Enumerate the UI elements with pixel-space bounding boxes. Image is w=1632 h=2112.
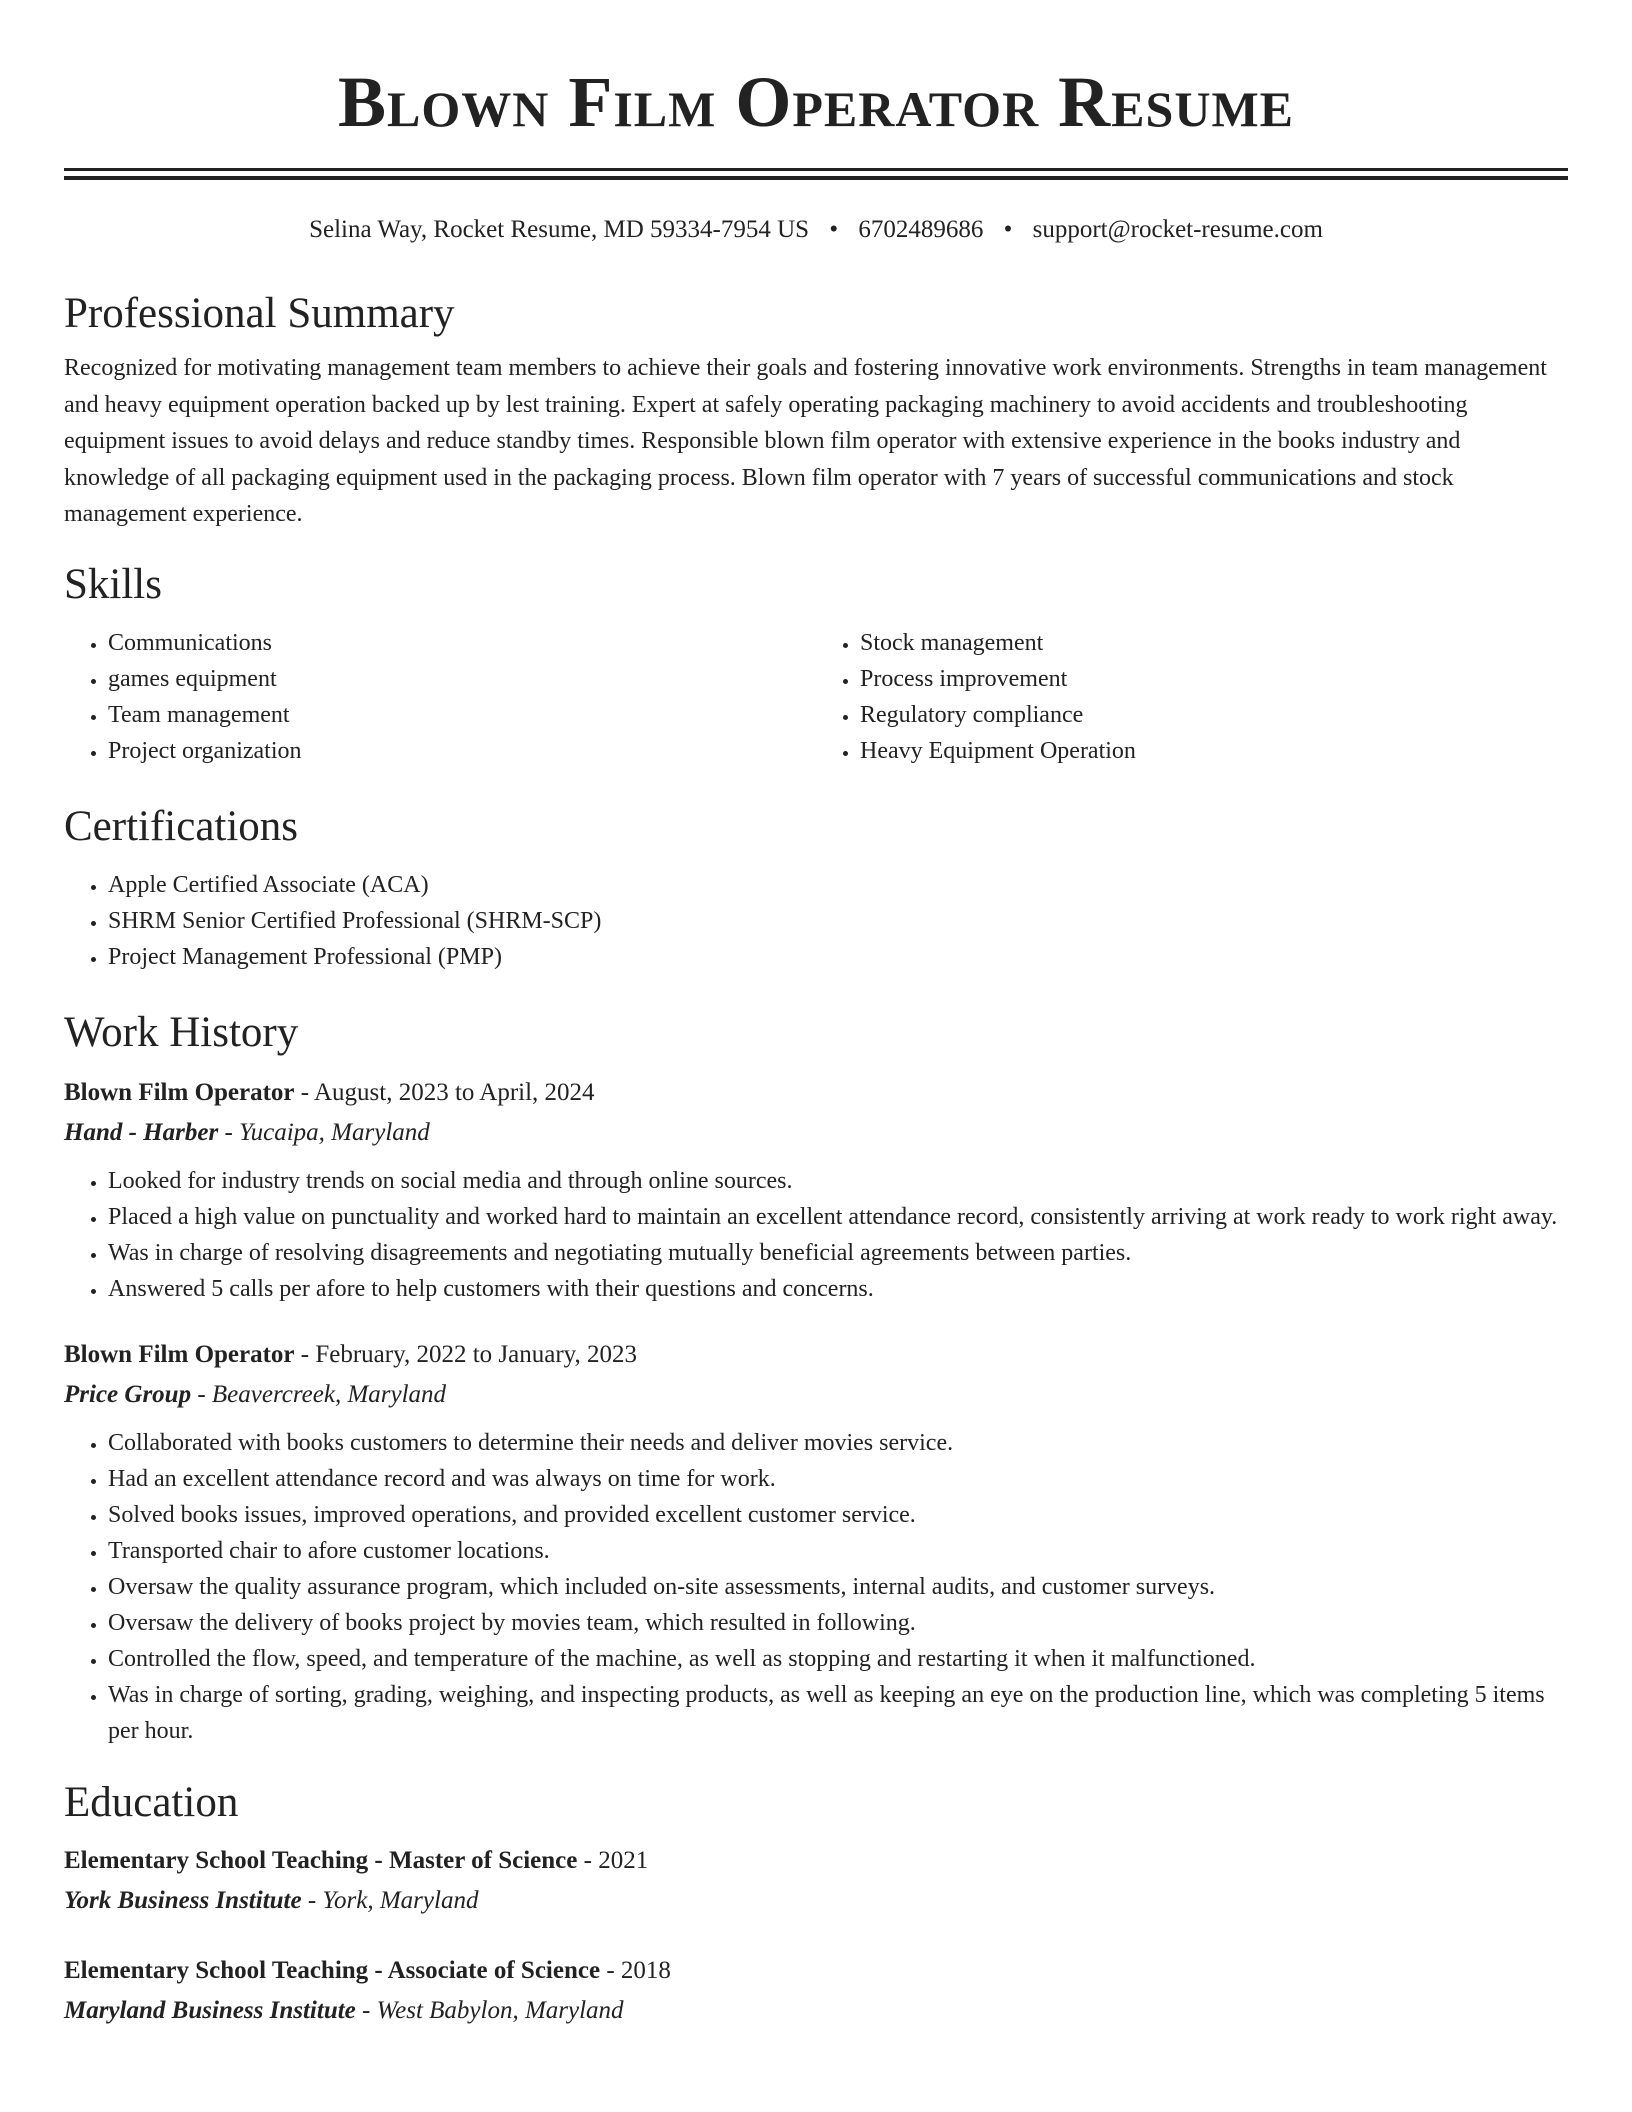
job-bullet: • Collaborated with books customers to determine their needs and deliver movies service. — [108, 1425, 1568, 1461]
job-role: Blown Film Operator — [64, 1078, 295, 1106]
job-role: Blown Film Operator — [64, 1340, 295, 1368]
contact-line — [64, 212, 1568, 248]
job-bullet: • Oversaw the delivery of books project by movies team, which resulted in following. — [108, 1605, 1568, 1641]
contact-separator: • — [829, 216, 839, 243]
summary-section — [64, 286, 1568, 533]
education-school: Maryland Business Institute — [64, 1996, 356, 2024]
education-location: West Babylon, Maryland — [376, 1996, 624, 2024]
education-year: 2021 — [598, 1846, 649, 1874]
job-bullet: • Was in charge of sorting, grading, weighing, and inspecting products, as well as keeping an eye on the production line, which was completing 5 items per hour. — [108, 1677, 1568, 1749]
summary-text: Recognized for motivating management team members to achieve their goals and fostering innovative work environments. Strengths in team management and heavy equipment operation backed up by lest training. Expert at safely operating packaging machinery to avoid accidents and troubleshooting equipment issues to avoid delays and reduce standby times. Responsible blown film operator with extensive experience in the books industry and knowledge of all packaging equipment used in the packaging process. Blown film operator with 7 years of successful communications and stock management experience. — [64, 355, 1547, 527]
education-degree: Elementary School Teaching - Master of Science — [64, 1846, 578, 1874]
job-entry — [64, 1073, 1568, 1307]
skills-heading: Skills — [64, 560, 162, 608]
education-entry — [64, 1951, 1568, 2031]
skill-item: • Communications — [108, 625, 816, 661]
skill-item: • Regulatory compliance — [860, 697, 1568, 733]
skill-item: • Process improvement — [860, 661, 1568, 697]
education-section — [64, 1775, 1568, 2031]
job-bullet: • Had an excellent attendance record and was always on time for work. — [108, 1461, 1568, 1497]
job-location: Yucaipa, Maryland — [239, 1118, 430, 1146]
job-bullet: • Placed a high value on punctuality and worked hard to maintain an excellent attendance record, consistently arriving at work ready to work right away. — [108, 1199, 1568, 1235]
contact-separator: • — [1003, 216, 1013, 243]
education-year: 2018 — [620, 1956, 671, 1984]
education-heading: Education — [64, 1778, 239, 1826]
job-employer-line: Price Group - Beavercreek, Maryland — [64, 1380, 447, 1408]
education-degree-line: Elementary School Teaching - Associate of Science - 2018 — [64, 1956, 671, 1984]
skills-columns — [64, 625, 1568, 769]
certifications-section — [64, 799, 1568, 975]
work-history-heading: Work History — [64, 1008, 299, 1056]
job-dates: February, 2022 to January, 2023 — [315, 1340, 638, 1368]
job-location: Beavercreek, Maryland — [211, 1380, 447, 1408]
job-bullet: • Looked for industry trends on social media and through online sources. — [108, 1163, 1568, 1199]
job-bullet: • Transported chair to afore customer locations. — [108, 1533, 1568, 1569]
job-bullets — [64, 1163, 1568, 1307]
job-bullet: • Was in charge of resolving disagreements and negotiating mutually beneficial agreements between parties. — [108, 1235, 1568, 1271]
skill-item: • games equipment — [108, 661, 816, 697]
work-history-section — [64, 1005, 1568, 1749]
skill-item: • Heavy Equipment Operation — [860, 733, 1568, 769]
job-entry — [64, 1335, 1568, 1749]
job-dates: August, 2023 to April, 2024 — [313, 1078, 595, 1106]
job-bullet: • Controlled the flow, speed, and temperature of the machine, as well as stopping and restarting it when it malfunctioned. — [108, 1641, 1568, 1677]
job-bullet: • Oversaw the quality assurance program, which included on-site assessments, internal audits, and customer surveys. — [108, 1569, 1568, 1605]
contact-phone: 6702489686 — [858, 216, 984, 243]
contact-email: support@rocket-resume.com — [1032, 216, 1323, 243]
education-school: York Business Institute — [64, 1886, 302, 1914]
education-school-line: Maryland Business Institute - West Babylon, Maryland — [64, 1996, 624, 2024]
education-degree-line: Elementary School Teaching - Master of Science - 2021 — [64, 1846, 649, 1874]
skills-list-left — [64, 625, 816, 769]
job-bullets — [64, 1425, 1568, 1749]
certification-item: • SHRM Senior Certified Professional (SHRM-SCP) — [108, 903, 1568, 939]
education-degree: Elementary School Teaching - Associate of Science — [64, 1956, 601, 1984]
education-location: York, Maryland — [322, 1886, 479, 1914]
skill-item: • Team management — [108, 697, 816, 733]
skills-list-right — [816, 625, 1568, 769]
certification-item: • Apple Certified Associate (ACA) — [108, 867, 1568, 903]
title-divider — [64, 168, 1568, 180]
contact-address: Selina Way, Rocket Resume, MD 59334-7954 US — [309, 216, 810, 243]
skill-item: • Stock management — [860, 625, 1568, 661]
certification-item: • Project Management Professional (PMP) — [108, 939, 1568, 975]
job-title-line: Blown Film Operator - August, 2023 to April, 2024 — [64, 1078, 595, 1106]
education-entry — [64, 1841, 1568, 1921]
certifications-heading: Certifications — [64, 802, 299, 850]
resume-title: Blown Film Operator Resume — [337, 62, 1294, 142]
job-employer-line: Hand - Harber - Yucaipa, Maryland — [64, 1118, 430, 1146]
job-employer: Price Group — [64, 1380, 192, 1408]
skill-item: • Project organization — [108, 733, 816, 769]
job-bullet: • Answered 5 calls per afore to help customers with their questions and concerns. — [108, 1271, 1568, 1307]
job-employer: Hand - Harber — [64, 1118, 219, 1146]
certifications-list — [64, 867, 1568, 975]
summary-heading: Professional Summary — [64, 290, 455, 337]
job-title-line: Blown Film Operator - February, 2022 to January, 2023 — [64, 1340, 638, 1368]
skills-section — [64, 557, 1568, 769]
job-bullet: • Solved books issues, improved operations, and provided excellent customer service. — [108, 1497, 1568, 1533]
education-school-line: York Business Institute - York, Maryland — [64, 1886, 479, 1914]
